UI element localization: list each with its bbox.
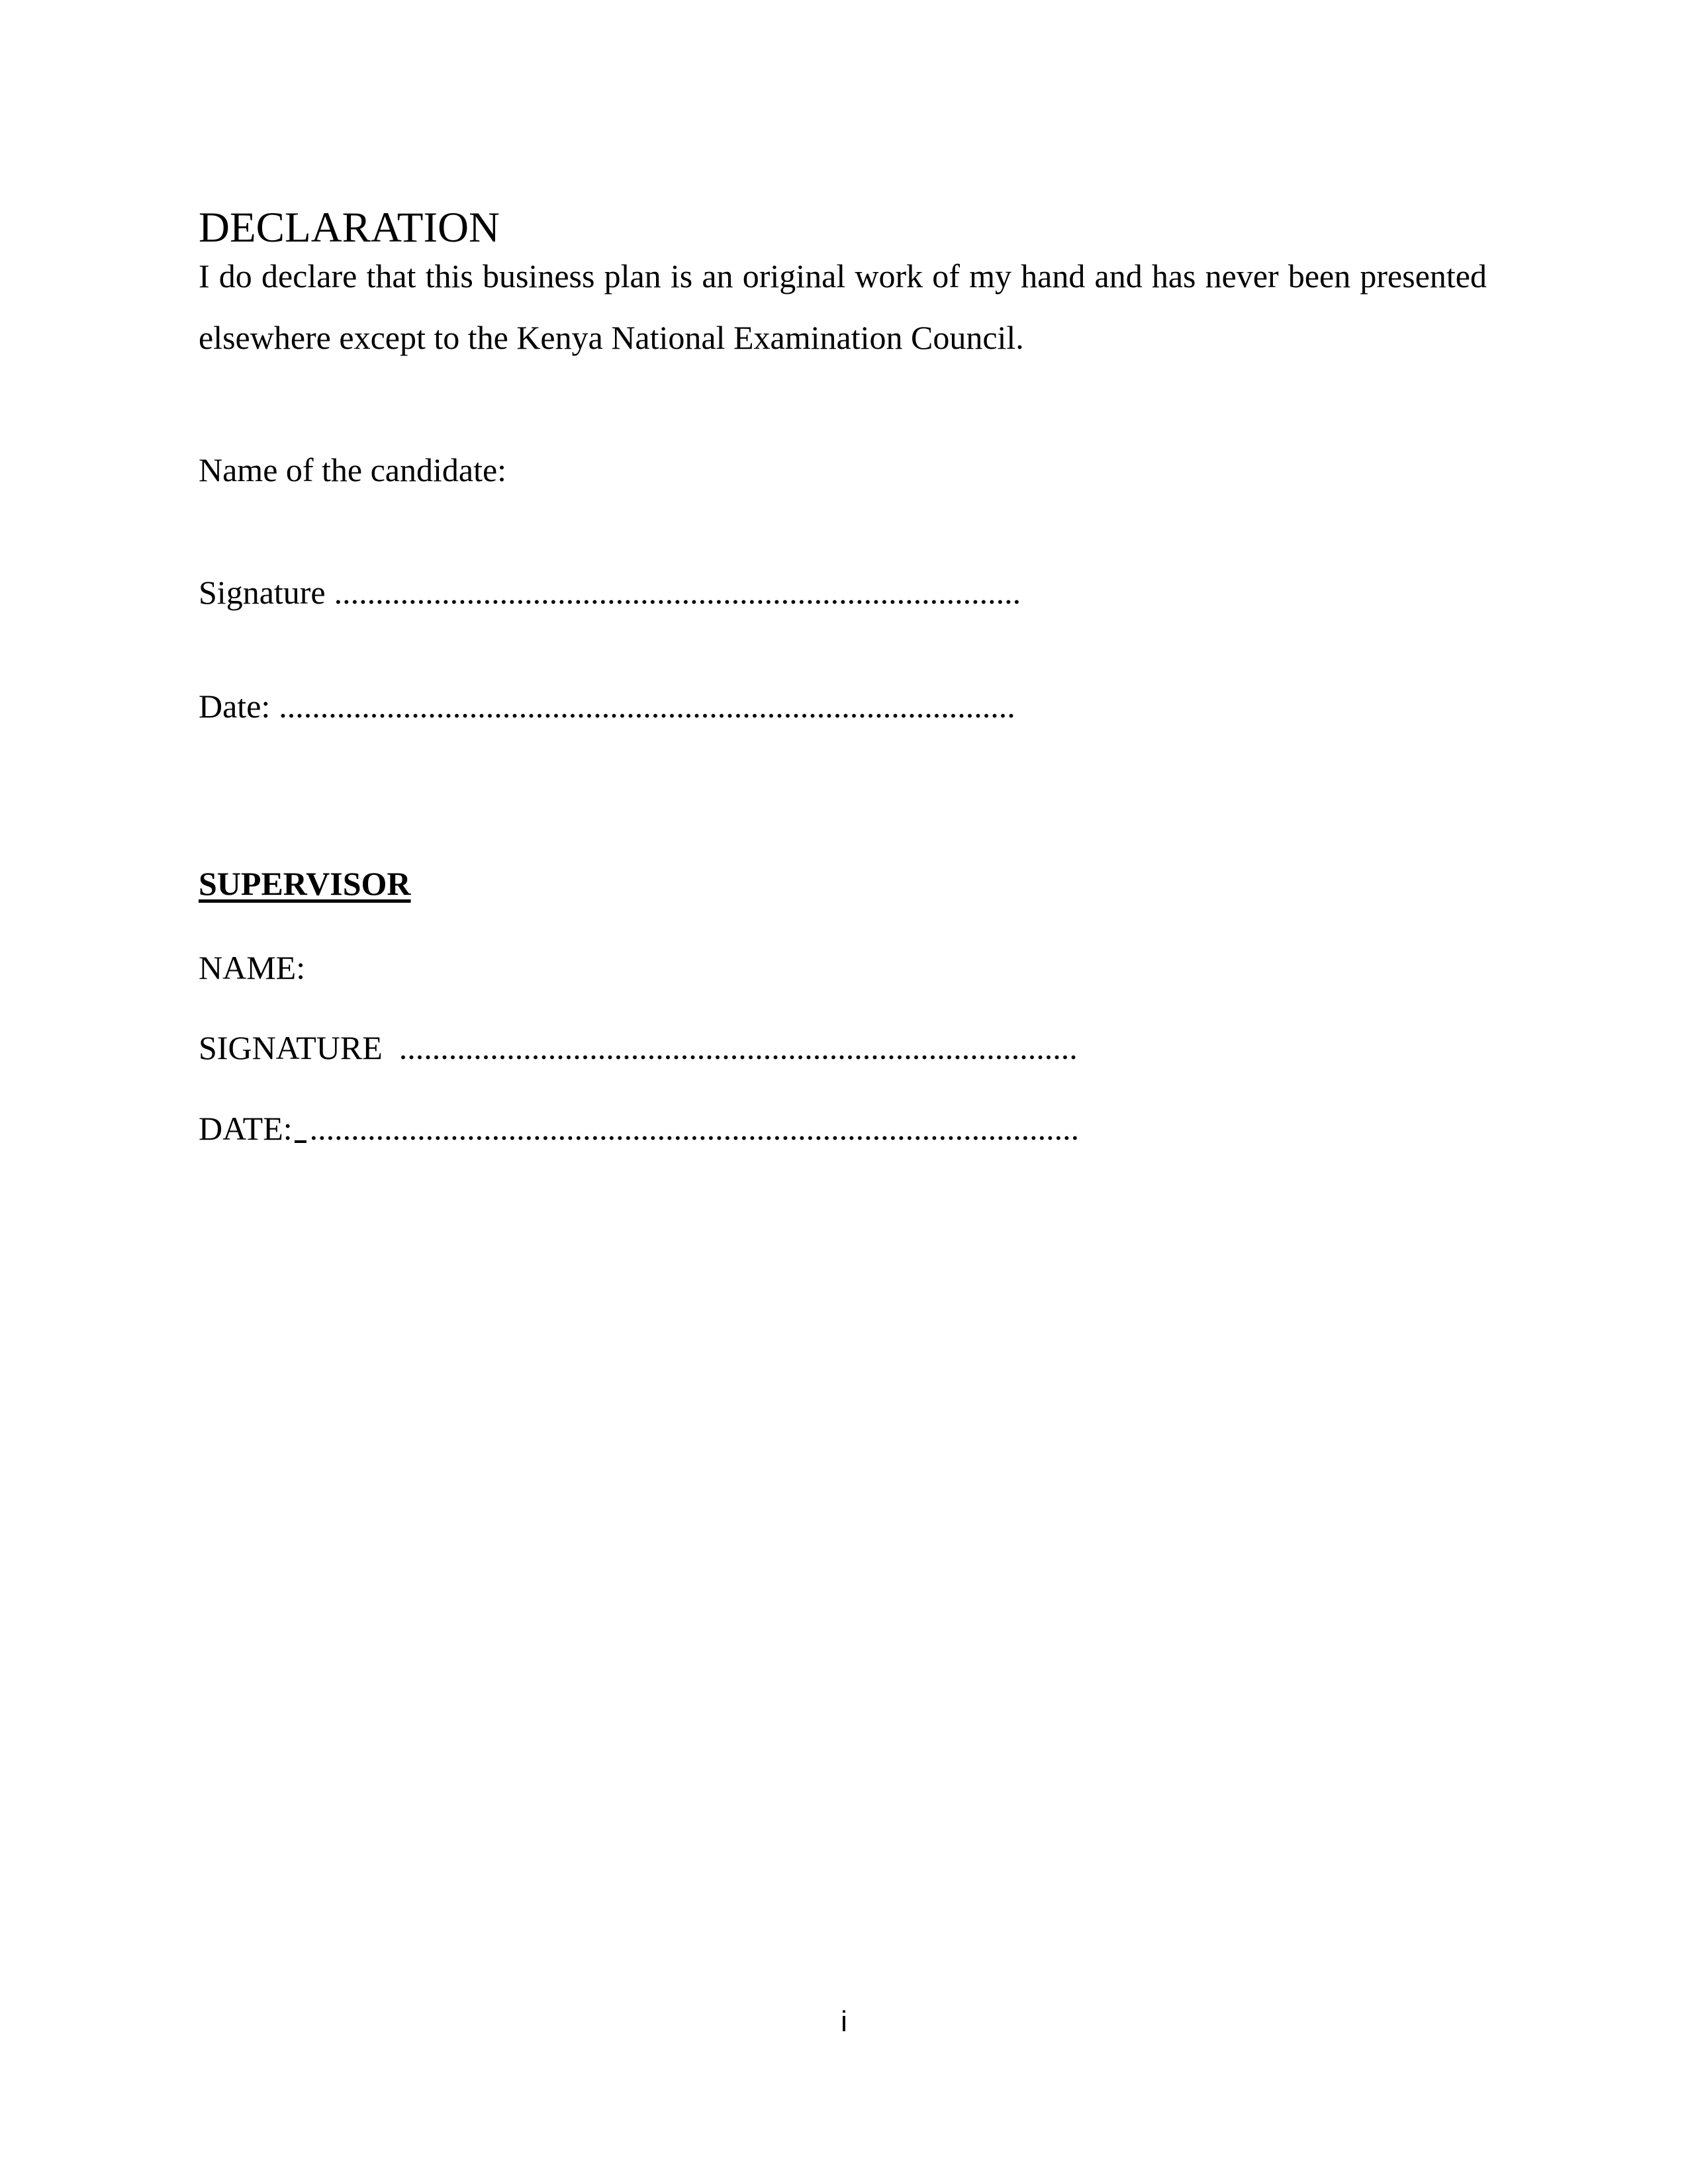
- candidate-signature-line: [199, 576, 1489, 609]
- supervisor-section-heading: SUPERVISOR: [199, 865, 411, 902]
- underlined-space-mark: [295, 1140, 306, 1143]
- candidate-date-label: Date:: [199, 688, 271, 725]
- supervisor-signature-line: [199, 1031, 1489, 1064]
- candidate-name-label: Name of the candidate:: [199, 451, 507, 488]
- supervisor-name-label: NAME:: [199, 949, 306, 986]
- candidate-date-leader: .........................................................................................: [279, 688, 1015, 725]
- supervisor-signature-leader: ..................................................................................: [399, 1029, 1078, 1066]
- supervisor-date-leader: .............................................................................................: [309, 1110, 1080, 1147]
- candidate-signature-label: Signature: [199, 574, 326, 611]
- supervisor-date-label: DATE:: [199, 1110, 293, 1147]
- candidate-name-line: [199, 453, 1489, 486]
- supervisor-date-line: [199, 1112, 1489, 1145]
- supervisor-name-line: [199, 951, 1489, 984]
- declaration-paragraph-line-2: elsewhere except to the Kenya National Examination Council.: [199, 319, 1024, 356]
- candidate-date-line: [199, 690, 1489, 723]
- candidate-signature-leader: ...................................................................................: [334, 574, 1021, 611]
- supervisor-signature-label: SIGNATURE: [199, 1029, 383, 1066]
- declaration-paragraph-line-1: I do declare that this business plan is an original work of my hand and has never been presented: [199, 257, 1487, 295]
- declaration-heading: DECLARATION: [199, 204, 500, 251]
- page-number: i: [841, 2005, 847, 2038]
